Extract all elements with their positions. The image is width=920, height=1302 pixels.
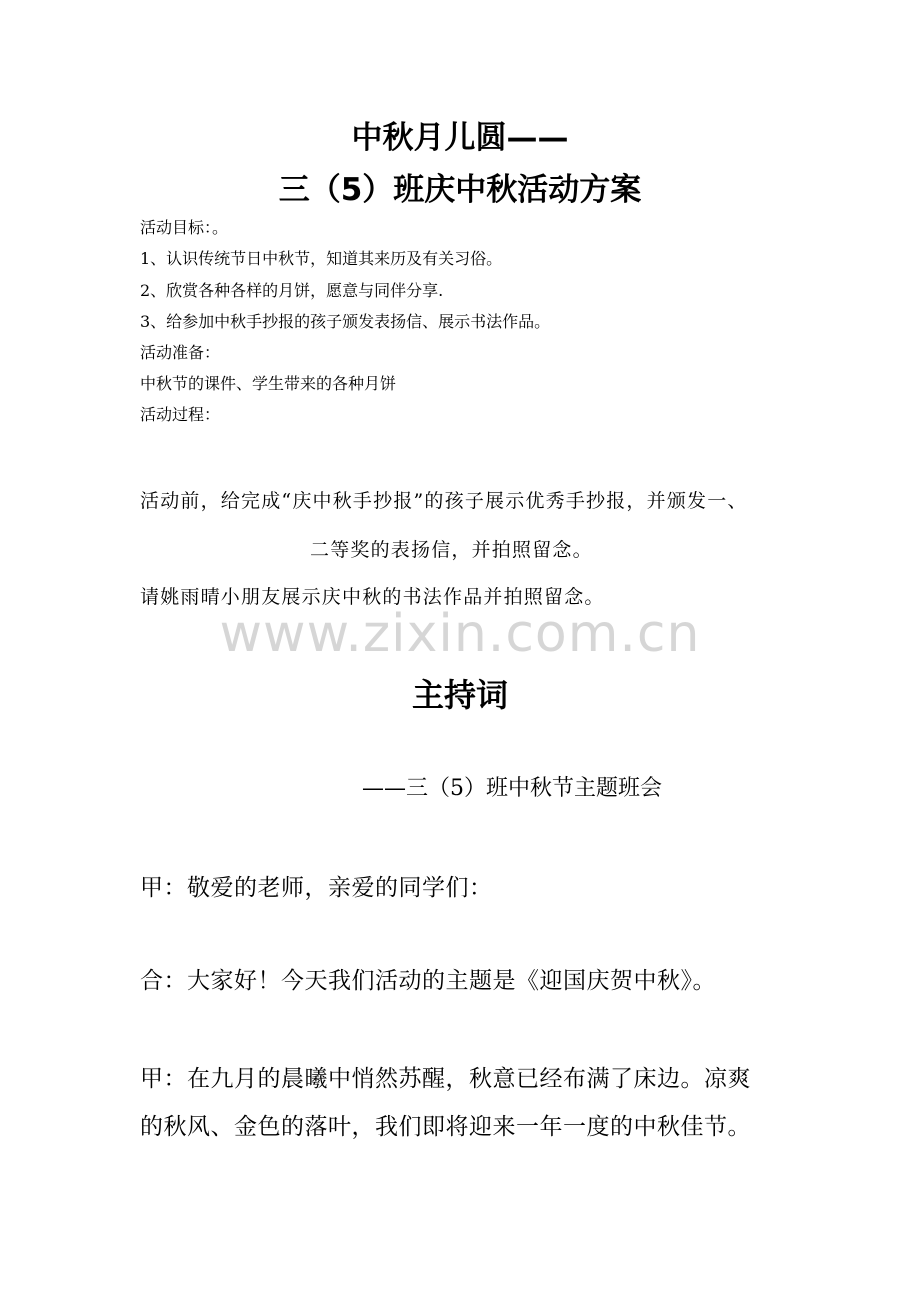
goal-item-3: 3、给参加中秋手抄报的孩子颁发表扬信、展示书法作品。: [140, 312, 551, 331]
prep-heading: 活动准备：: [140, 343, 221, 362]
script-line-3: 甲：在九月的晨曦中悄然苏醒，秋意已经布满了床边。凉爽: [140, 1066, 751, 1092]
doc-title-line2: 三（5）班庆中秋活动方案: [278, 172, 642, 208]
script-subtitle: ——三（5）班中秋节主题班会: [362, 776, 662, 801]
doc-title-line1: 中秋月儿圆——: [351, 120, 569, 156]
script-line-1: 甲：敬爱的老师，亲爱的同学们：: [140, 875, 493, 901]
goal-item-1: 1、认识传统节日中秋节，知道其来历及有关习俗。: [140, 249, 503, 268]
process-paragraph-1-line-1: 活动前，给完成“庆中秋手抄报”的孩子展示优秀手抄报，并颁发一、: [140, 490, 748, 512]
script-title: 主持词: [411, 676, 508, 714]
goal-heading: 活动目标：。: [140, 218, 229, 237]
process-heading: 活动过程：: [140, 405, 221, 424]
watermark: www.zixin.com.cn: [219, 604, 701, 664]
goal-item-2: 2、欣赏各种各样的月饼，愿意与同伴分享.: [140, 281, 444, 300]
script-line-2: 合：大家好！今天我们活动的主题是《迎国庆贺中秋》。: [140, 968, 716, 994]
script-line-4: 的秋风、金色的落叶，我们即将迎来一年一度的中秋佳节。: [140, 1114, 751, 1140]
prep-text: 中秋节的课件、学生带来的各种月饼: [140, 374, 397, 393]
process-paragraph-1-line-2: 二等奖的表扬信，并拍照留念。: [310, 539, 593, 561]
process-paragraph-2: 请姚雨晴小朋友展示庆中秋的书法作品并拍照留念。: [140, 586, 605, 608]
